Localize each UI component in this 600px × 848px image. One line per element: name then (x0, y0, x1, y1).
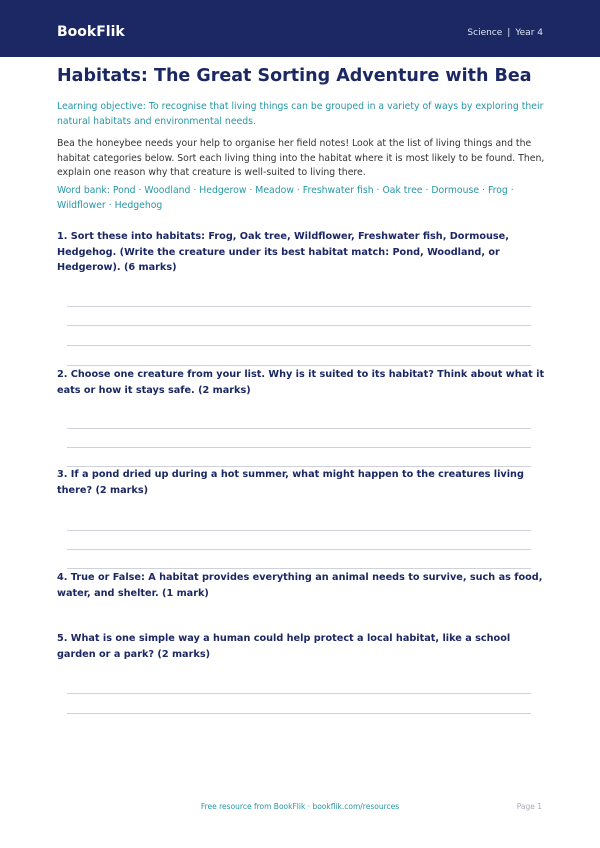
question-5: 5. What is one simple way a human could help protect a local habitat, like a school garden or a park? (2 marks) (57, 633, 511, 660)
answer-line[interactable] (67, 568, 531, 569)
answer-line[interactable] (67, 530, 531, 531)
worksheet-title: Habitats: The Great Sorting Adventure with Bea (57, 66, 532, 86)
answer-line[interactable] (67, 713, 531, 714)
answer-line[interactable] (67, 345, 531, 346)
brand-logo[interactable]: BookFlik (57, 24, 125, 40)
intro-text: Bea the honeybee needs your help to organise her field notes! Look at the list of living things and the habitat categories below. Sort each living thing into the habitat where it is most likely to be found. Then, explain one reason why that creature is well-suited to living there. (57, 138, 545, 178)
meta-separator: | (507, 28, 511, 38)
footer-resource-link[interactable]: Free resource from BookFlik · bookflik.com/resources (200, 802, 400, 811)
answer-line[interactable] (67, 365, 531, 366)
year-label: Year 4 (515, 28, 543, 38)
page-number: Page 1 (516, 802, 542, 811)
answer-line[interactable] (67, 325, 531, 326)
subject-year-label (467, 27, 543, 39)
answer-line[interactable] (67, 428, 531, 429)
answer-line[interactable] (67, 447, 531, 448)
learning-objective: Learning objective: To recognise that living things can be grouped in a variety of ways by exploring their natural habitats and environmental needs. (57, 101, 544, 127)
question-1: 1. Sort these into habitats: Frog, Oak tree, Wildflower, Freshwater fish, Dormouse, Hedgehog. (Write the creature under its best habitat match: Pond, Woodland, or Hedgerow). (6 marks) (57, 231, 509, 273)
word-bank: Word bank: Pond · Woodland · Hedgerow · Meadow · Freshwater fish · Oak tree · Dormouse · Frog · Wildflower · Hedgehog (57, 185, 514, 211)
question-2: 2. Choose one creature from your list. Why is it suited to its habitat? Think about what it eats or how it stays safe. (2 marks) (57, 369, 545, 396)
answer-line[interactable] (67, 549, 531, 550)
question-3: 3. If a pond dried up during a hot summer, what might happen to the creatures living there? (2 marks) (57, 469, 524, 496)
answer-line[interactable] (67, 306, 531, 307)
subject-label: Science (467, 28, 503, 38)
answer-line[interactable] (67, 693, 531, 694)
question-4: 4. True or False: A habitat provides everything an animal needs to survive, such as food, water, and shelter. (1 mark) (57, 572, 543, 599)
page-header (0, 0, 600, 57)
